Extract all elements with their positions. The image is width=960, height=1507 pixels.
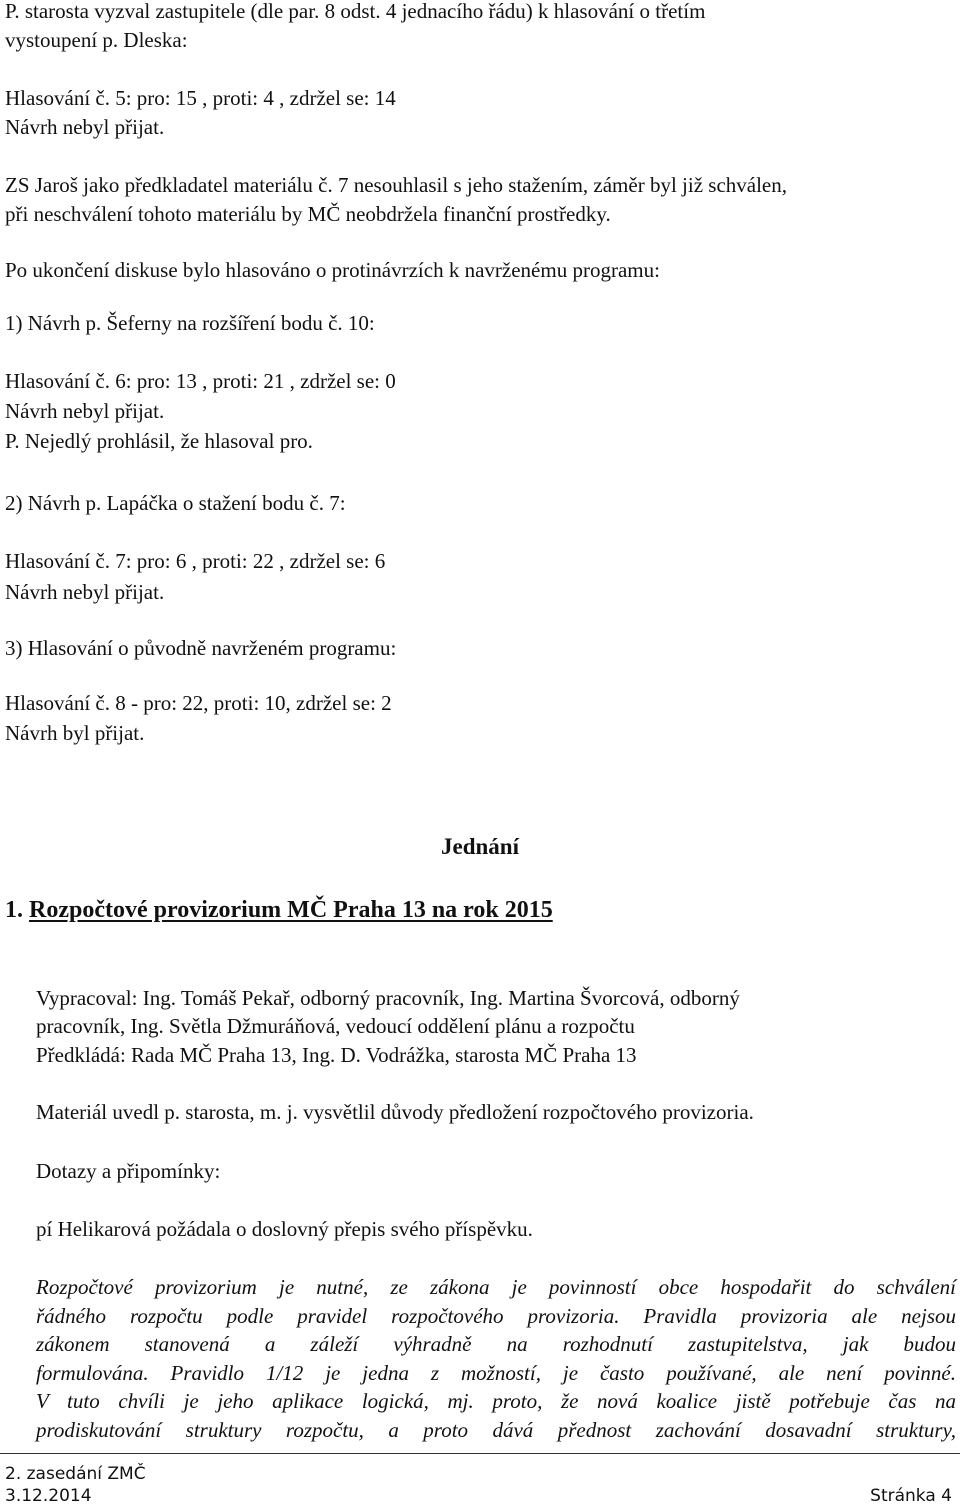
prepared-by-line: pracovník, Ing. Světla Džmuráňová, vedoucí oddělení plánu a rozpočtu <box>36 1014 635 1038</box>
text-line: P. starosta vyzval zastupitele (dle par. 8 odst. 4 jednacího řádu) k hlasování o třetím <box>5 0 706 23</box>
vote-result-line: Hlasování č. 8 - pro: 22, proti: 10, zdržel se: 2 <box>5 691 392 715</box>
vote-outcome-line: Návrh byl přijat. <box>5 721 145 745</box>
text-line: P. Nejedlý prohlásil, že hlasoval pro. <box>5 429 313 453</box>
quote-line: zákonem stanovená a záleží výhradně na rozhodnutí zastupitelstva, jak budou <box>36 1332 956 1357</box>
vote-outcome-line: Návrh nebyl přijat. <box>5 115 165 139</box>
agenda-item-number: 1. <box>5 897 23 923</box>
vote-outcome-line: Návrh nebyl přijat. <box>5 580 165 604</box>
quote-line: formulována. Pravidlo 1/12 je jedna z možností, je často používané, ale není povinné. <box>36 1360 956 1385</box>
vote-outcome-line: Návrh nebyl přijat. <box>5 399 165 423</box>
text-line: vystoupení p. Dleska: <box>5 28 188 52</box>
footer-page-number: Stránka 4 <box>870 1486 952 1506</box>
agenda-item-title <box>5 894 553 926</box>
text-line: ZS Jaroš jako předkladatel materiálu č. 7 nesouhlasil s jeho stažením, záměr byl již schválen, <box>5 173 788 197</box>
quoted-contribution <box>36 1273 956 1445</box>
proposal-line: 2) Návrh p. Lapáčka o stažení bodu č. 7: <box>5 491 346 515</box>
proposal-line: 1) Návrh p. Šeferny na rozšíření bodu č. 10: <box>5 311 375 335</box>
submitted-by-line: Předkládá: Rada MČ Praha 13, Ing. D. Vodrážka, starosta MČ Praha 13 <box>36 1043 637 1067</box>
proposal-line: 3) Hlasování o původně navrženém programu: <box>5 636 397 660</box>
footer-meeting: 2. zasedání ZMČ <box>5 1464 146 1484</box>
vote-result-line: Hlasování č. 7: pro: 6 , proti: 22 , zdržel se: 6 <box>5 549 386 573</box>
quote-line: Rozpočtové provizorium je nutné, ze zákona je povinností obce hospodařit do schválení <box>36 1275 956 1299</box>
section-heading: Jednání <box>441 834 519 859</box>
text-line: Materiál uvedl p. starosta, m. j. vysvětlil důvody předložení rozpočtového provizoria. <box>36 1100 754 1124</box>
quote-line: řádného rozpočtu podle pravidel rozpočtového provizoria. Pravidla provizoria ale nejsou <box>36 1303 956 1328</box>
footer-date: 3.12.2014 <box>5 1486 92 1506</box>
vote-result-line: Hlasování č. 5: pro: 15 , proti: 4 , zdržel se: 14 <box>5 86 396 110</box>
agenda-item-name: Rozpočtové provizorium MČ Praha 13 na rok 2015 <box>29 897 553 923</box>
text-line: při neschválení tohoto materiálu by MČ neobdržela finanční prostředky. <box>5 202 611 226</box>
prepared-by-line: Vypracoval: Ing. Tomáš Pekař, odborný pracovník, Ing. Martina Švorcová, odborný <box>36 986 740 1010</box>
footer-divider <box>0 1453 960 1454</box>
text-line: pí Helikarová požádala o doslovný přepis svého příspěvku. <box>36 1217 533 1241</box>
questions-label: Dotazy a připomínky: <box>36 1159 221 1183</box>
quote-line: V tuto chvíli je jeho aplikace logická, mj. proto, že nová koalice jistě potřebuje čas na <box>36 1389 956 1414</box>
vote-result-line: Hlasování č. 6: pro: 13 , proti: 21 , zdržel se: 0 <box>5 369 396 393</box>
quote-line: prodiskutování struktury rozpočtu, a proto dává přednost zachování dosavadní struktury, <box>36 1417 956 1442</box>
text-line: Po ukončení diskuse bylo hlasováno o protinávrzích k navrženému programu: <box>5 258 660 282</box>
